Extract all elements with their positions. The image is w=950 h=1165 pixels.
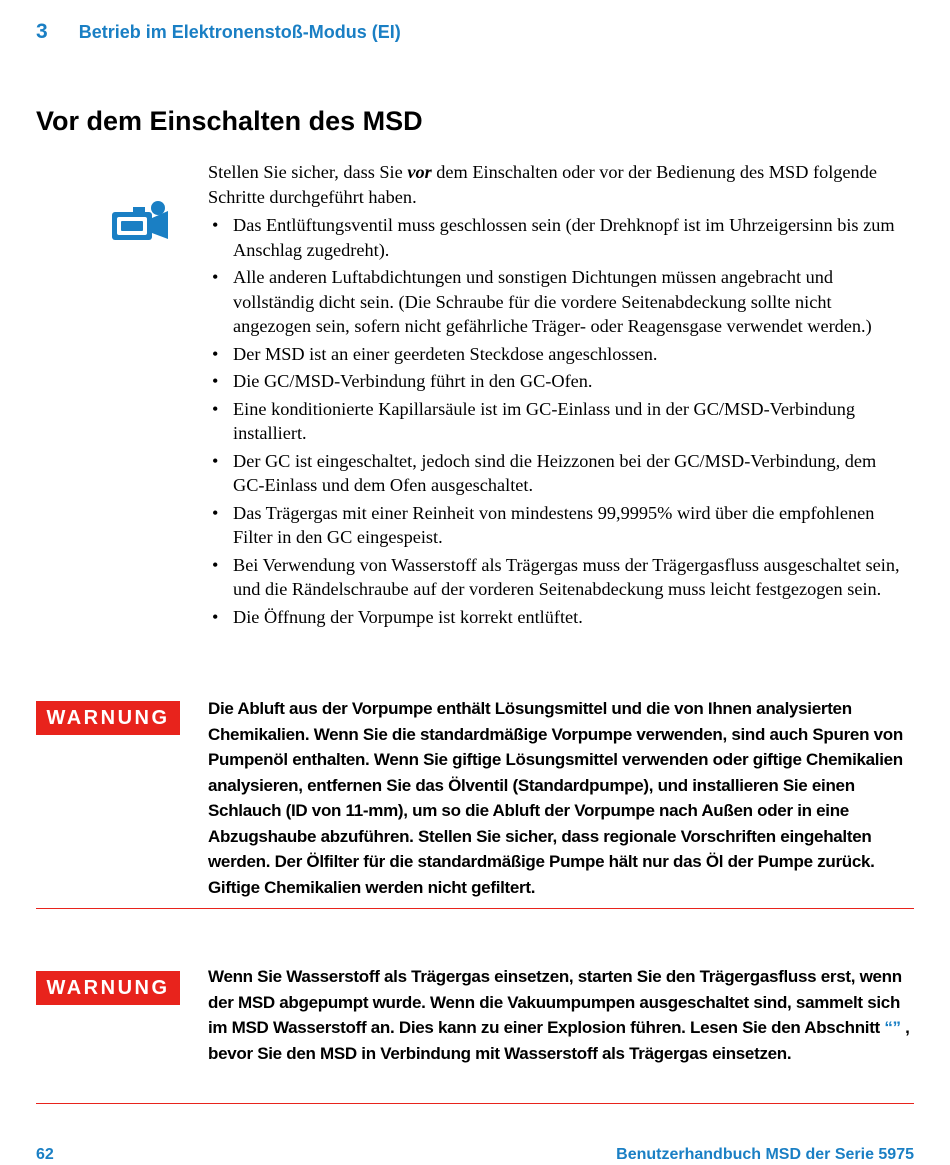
document-title: Benutzerhandbuch MSD der Serie 5975: [616, 1146, 914, 1163]
video-camera-icon: [111, 199, 169, 243]
checklist-item: • Die Öffnung der Vorpumpe ist korrekt entlüftet.: [208, 605, 908, 630]
checklist-item: • Das Trägergas mit einer Reinheit von mindestens 99,9995% wird über die empfohlenen Filter in den GC eingespeist.: [208, 501, 908, 550]
page-number: 62: [36, 1146, 54, 1163]
checklist-item: • Eine konditionierte Kapillarsäule ist im GC-Einlass und in der GC/MSD-Verbindung installiert.: [208, 397, 908, 446]
warning-text: [208, 964, 914, 1066]
checklist-item: • Das Entlüftungsventil muss geschlossen sein (der Drehknopf ist im Uhrzeigersinn bis zum Anschlag zugedreht).: [208, 213, 908, 262]
intro-emphasis: vor: [407, 162, 432, 182]
checklist-item: • Bei Verwendung von Wasserstoff als Trägergas muss der Trägergasfluss ausgeschaltet sein, und die Rändelschraube auf der vorderen Seitenabdeckung muss leicht festgezogen sein.: [208, 553, 908, 602]
warning-label: WARNUNG: [36, 701, 180, 735]
intro-text-before: Stellen Sie sicher, dass Sie: [208, 162, 408, 182]
warning-text: Die Abluft aus der Vorpumpe enthält Lösungsmittel und die von Ihnen analysierten Chemikalien. Wenn Sie die standardmäßige Vorpumpe verwenden, sind auch Spuren von Pumpenöl enthalten. Wenn Sie giftige Lösungsmittel verwenden oder giftige Chemikalien analysieren, entfernen Sie das Ölventil (Standardpumpe), und installieren Sie einen Schlauch (ID von 11-mm), um so die Abluft der Vorpumpe nach Außen oder in eine Abzugshaube abzuführen. Stellen Sie sicher, dass regionale Vorschriften eingehalten werden. Der Ölfilter für die standardmäßige Pumpe hält nur das Öl der Pumpe zurück. Giftige Chemikalien werden nicht gefiltert.: [208, 699, 903, 897]
warning-label: WARNUNG: [36, 971, 180, 1005]
warning-divider: [36, 1103, 914, 1104]
intro-section: [208, 160, 908, 632]
checklist-item: • Der MSD ist an einer geerdeten Steckdose angeschlossen.: [208, 342, 908, 367]
intro-text-after: dem Einschalten oder vor der Bedienung des MSD folgende Schritte durchgeführt haben.: [208, 162, 877, 207]
checklist-item: • Alle anderen Luftabdichtungen und sonstigen Dichtungen müssen angebracht und vollständig dicht sein. (Die Schraube für die vordere Seitenabdeckung sollte nicht angezogen sein, sofern nicht gefährliche Träger- oder Reagensgase verwendet werden.): [208, 265, 908, 339]
chapter-title: Betrieb im Elektronenstoß-Modus (EI): [78, 22, 401, 42]
section-link[interactable]: “”: [884, 1018, 901, 1037]
intro-paragraph: [208, 160, 908, 209]
warning-text-before: Wenn Sie Wasserstoff als Trägergas einsetzen, starten Sie den Trägergasfluss erst, wenn der MSD abgepumpt wurde. Wenn die Vakuumpumpen ausgeschaltet sind, sammelt sich im MSD Wasserstoff an. Dies kann zu einer Explosion führen. Lesen Sie den Abschnitt: [208, 967, 902, 1037]
section-title: Vor dem Einschalten des MSD: [36, 106, 423, 136]
running-header: [36, 20, 401, 44]
checklist-item: • Der GC ist eingeschaltet, jedoch sind die Heizzonen bei der GC/MSD-Verbindung, dem GC-Einlass und dem Ofen ausgeschaltet.: [208, 449, 908, 498]
warning-text-after: , bevor Sie den MSD in Verbindung mit Wasserstoff als Trägergas einsetzen.: [208, 1018, 910, 1063]
chapter-number: 3: [36, 20, 48, 43]
checklist: [208, 213, 908, 629]
checklist-item: • Die GC/MSD-Verbindung führt in den GC-Ofen.: [208, 369, 908, 394]
warning-divider: [36, 908, 914, 909]
